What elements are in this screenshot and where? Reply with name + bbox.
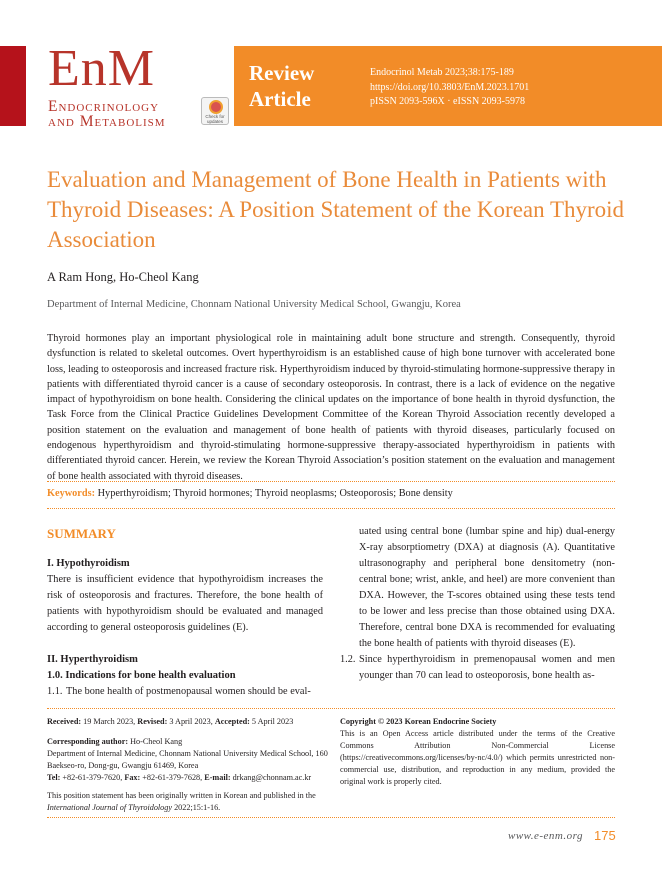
fax-value: +82-61-379-7628, bbox=[142, 773, 203, 782]
journal-info bbox=[370, 66, 529, 110]
keywords bbox=[47, 488, 615, 499]
fax-label: Fax: bbox=[124, 773, 141, 782]
affiliation: Department of Internal Medicine, Chonnam National University Medical School, Gwangju, Korea bbox=[47, 299, 461, 310]
revised-label: Revised: bbox=[137, 717, 168, 726]
divider bbox=[47, 508, 615, 509]
article-dates bbox=[47, 716, 330, 728]
crossmark-label: Check for updates bbox=[205, 114, 225, 124]
keywords-list: Hyperthyroidism; Thyroid hormones; Thyroid neoplasms; Osteoporosis; Bone density bbox=[97, 488, 453, 499]
accepted-date: 5 April 2023 bbox=[251, 717, 294, 726]
received-date: 19 March 2023, bbox=[83, 717, 136, 726]
note-text: This position statement has been originally written in Korean and published in the bbox=[47, 791, 316, 800]
copyright-notice bbox=[340, 716, 615, 788]
list-item-text: The bone health of postmenopausal women should be eval- bbox=[66, 686, 311, 697]
divider bbox=[47, 708, 615, 709]
article-type bbox=[249, 60, 314, 112]
summary-heading: SUMMARY bbox=[47, 526, 116, 541]
check-for-updates-badge[interactable] bbox=[201, 97, 229, 125]
list-item bbox=[47, 684, 323, 700]
logo-wordmark: EnM bbox=[48, 40, 155, 97]
crossmark-icon bbox=[209, 100, 223, 114]
brand-red-bar bbox=[0, 46, 26, 126]
accepted-label: Accepted: bbox=[214, 717, 250, 726]
article-type-line1: Review bbox=[249, 61, 315, 85]
authors: A Ram Hong, Ho-Cheol Kang bbox=[47, 270, 199, 284]
abstract: Thyroid hormones play an important physiological role in maintaining adult bone structure and strength. Consequently, thyroid dysfunction is related to skeletal outcomes. Overt hyperthyroidism is an established cause of high bone turnover with accelerated bone loss, leading to osteoporosis and increased fracture risk. Hyperthyroidism induced by thyroid-stimulating hormone-suppressive therapy in patients with differentiated thyroid cancer is a cause of secondary osteoporosis. In contrast, there is a lack of evidence on the negative impact of hypothyroidism on bone health. Considering the clinical updates on the importance of bone health in thyroid dysfunction, the Task Force from the Clinical Practice Guidelines Development Committee of the Korean Thyroid Association recently developed a position statement on the evaluation and management of bone health of patients with thyroid diseases, particularly focused on endogenous hyperthyroidism and thyroid-stimulating hormone-suppressive therapy-associated hyperthyroidism in patients with differentiated thyroid cancer. Herein, we review the Korean Thyroid Association’s position statement on the evaluation and management of bone health associated with thyroid diseases. bbox=[47, 333, 615, 482]
list-item-text: Since hyperthyroidism in premenopausal women and men younger than 70 can lead to osteoporosis, bone health as- bbox=[359, 654, 615, 681]
section-text-hypothyroidism: There is insufficient evidence that hypothyroidism increases the risk of osteoporosis and fractures. Therefore, the bone health of patients with hypothyroidism should be evaluated and managed according to general osteoporosis guidelines (E). bbox=[47, 574, 323, 633]
article-type-line2: Article bbox=[249, 87, 311, 111]
page-number: 175 bbox=[594, 828, 616, 843]
section-heading-hypothyroidism: I. Hypothyroidism bbox=[47, 558, 130, 569]
email-link[interactable]: drkang@chonnam.ac.kr bbox=[232, 773, 312, 782]
corresponding-author bbox=[47, 736, 330, 784]
email-label: E-mail: bbox=[204, 773, 231, 782]
list-item-number: 1.2. bbox=[340, 654, 356, 665]
revised-date: 3 April 2023, bbox=[169, 717, 213, 726]
logo-subtitle-line1: Endocrinology bbox=[48, 98, 160, 115]
tel-value: +82-61-379-7620, bbox=[62, 773, 123, 782]
section-heading-hyperthyroidism: II. Hyperthyroidism bbox=[47, 654, 138, 665]
left-column bbox=[47, 556, 323, 700]
right-column bbox=[340, 524, 615, 684]
copyright-text: This is an Open Access article distributed under the terms of the Creative Commons Attribution Non-Commercial License (https://creativecommons.org/licenses/by-nc/4.0/) which permits unrestricted non-commercial use, distribution, and reproduction in any medium, provided the original work is properly cited. bbox=[340, 729, 615, 786]
list-item-number: 1.1. bbox=[47, 686, 63, 697]
article-title: Evaluation and Management of Bone Health in Patients with Thyroid Diseases: A Position Statement of the Korean Thyroid Association bbox=[47, 167, 625, 252]
keywords-label: Keywords: bbox=[47, 488, 96, 499]
note-journal: International Journal of Thyroidology bbox=[47, 803, 173, 812]
citation: Endocrinol Metab 2023;38:175-189 bbox=[370, 67, 514, 78]
copyright-heading: Copyright © 2023 Korean Endocrine Society bbox=[340, 717, 497, 726]
doi-link[interactable]: https://doi.org/10.3803/EnM.2023.1701 bbox=[370, 81, 530, 93]
corresponding-author-name: Ho-Cheol Kang bbox=[130, 737, 183, 746]
list-item-continued: uated using central bone (lumbar spine and hip) dual-energy X-ray absorptiometry (DXA) at diagnosis (A). Quantitative ultrasonography and peripheral bone densitometry (non-central bone; wrist, ankle, and heel) are more convenient than DXA. However, the T-scores obtained using these tests tend to be lower and less precise than those obtained using DXA. Therefore, central bone DXA is recommended for evaluating the bone health of patients with thyroid diseases (E). bbox=[359, 526, 615, 649]
journal-logo[interactable] bbox=[48, 40, 188, 130]
publication-note bbox=[47, 790, 330, 814]
note-reference: 2022;15:1-16. bbox=[174, 803, 221, 812]
logo-subtitle-line2: and Metabolism bbox=[48, 113, 166, 130]
issn: pISSN 2093-596X · eISSN 2093-5978 bbox=[370, 96, 525, 107]
list-item bbox=[340, 652, 615, 684]
divider bbox=[47, 481, 615, 482]
corresponding-author-label: Corresponding author: bbox=[47, 737, 129, 746]
received-label: Received: bbox=[47, 717, 82, 726]
tel-label: Tel: bbox=[47, 773, 61, 782]
subsection-heading: 1.0. Indications for bone health evaluation bbox=[47, 670, 236, 681]
journal-website[interactable]: www.e-enm.org bbox=[508, 830, 583, 842]
divider bbox=[47, 817, 615, 818]
corresponding-author-address: Department of Internal Medicine, Chonnam National University Medical School, 160 Baekseo-ro, Dong-gu, Gwangju 61469, Korea bbox=[47, 749, 328, 770]
